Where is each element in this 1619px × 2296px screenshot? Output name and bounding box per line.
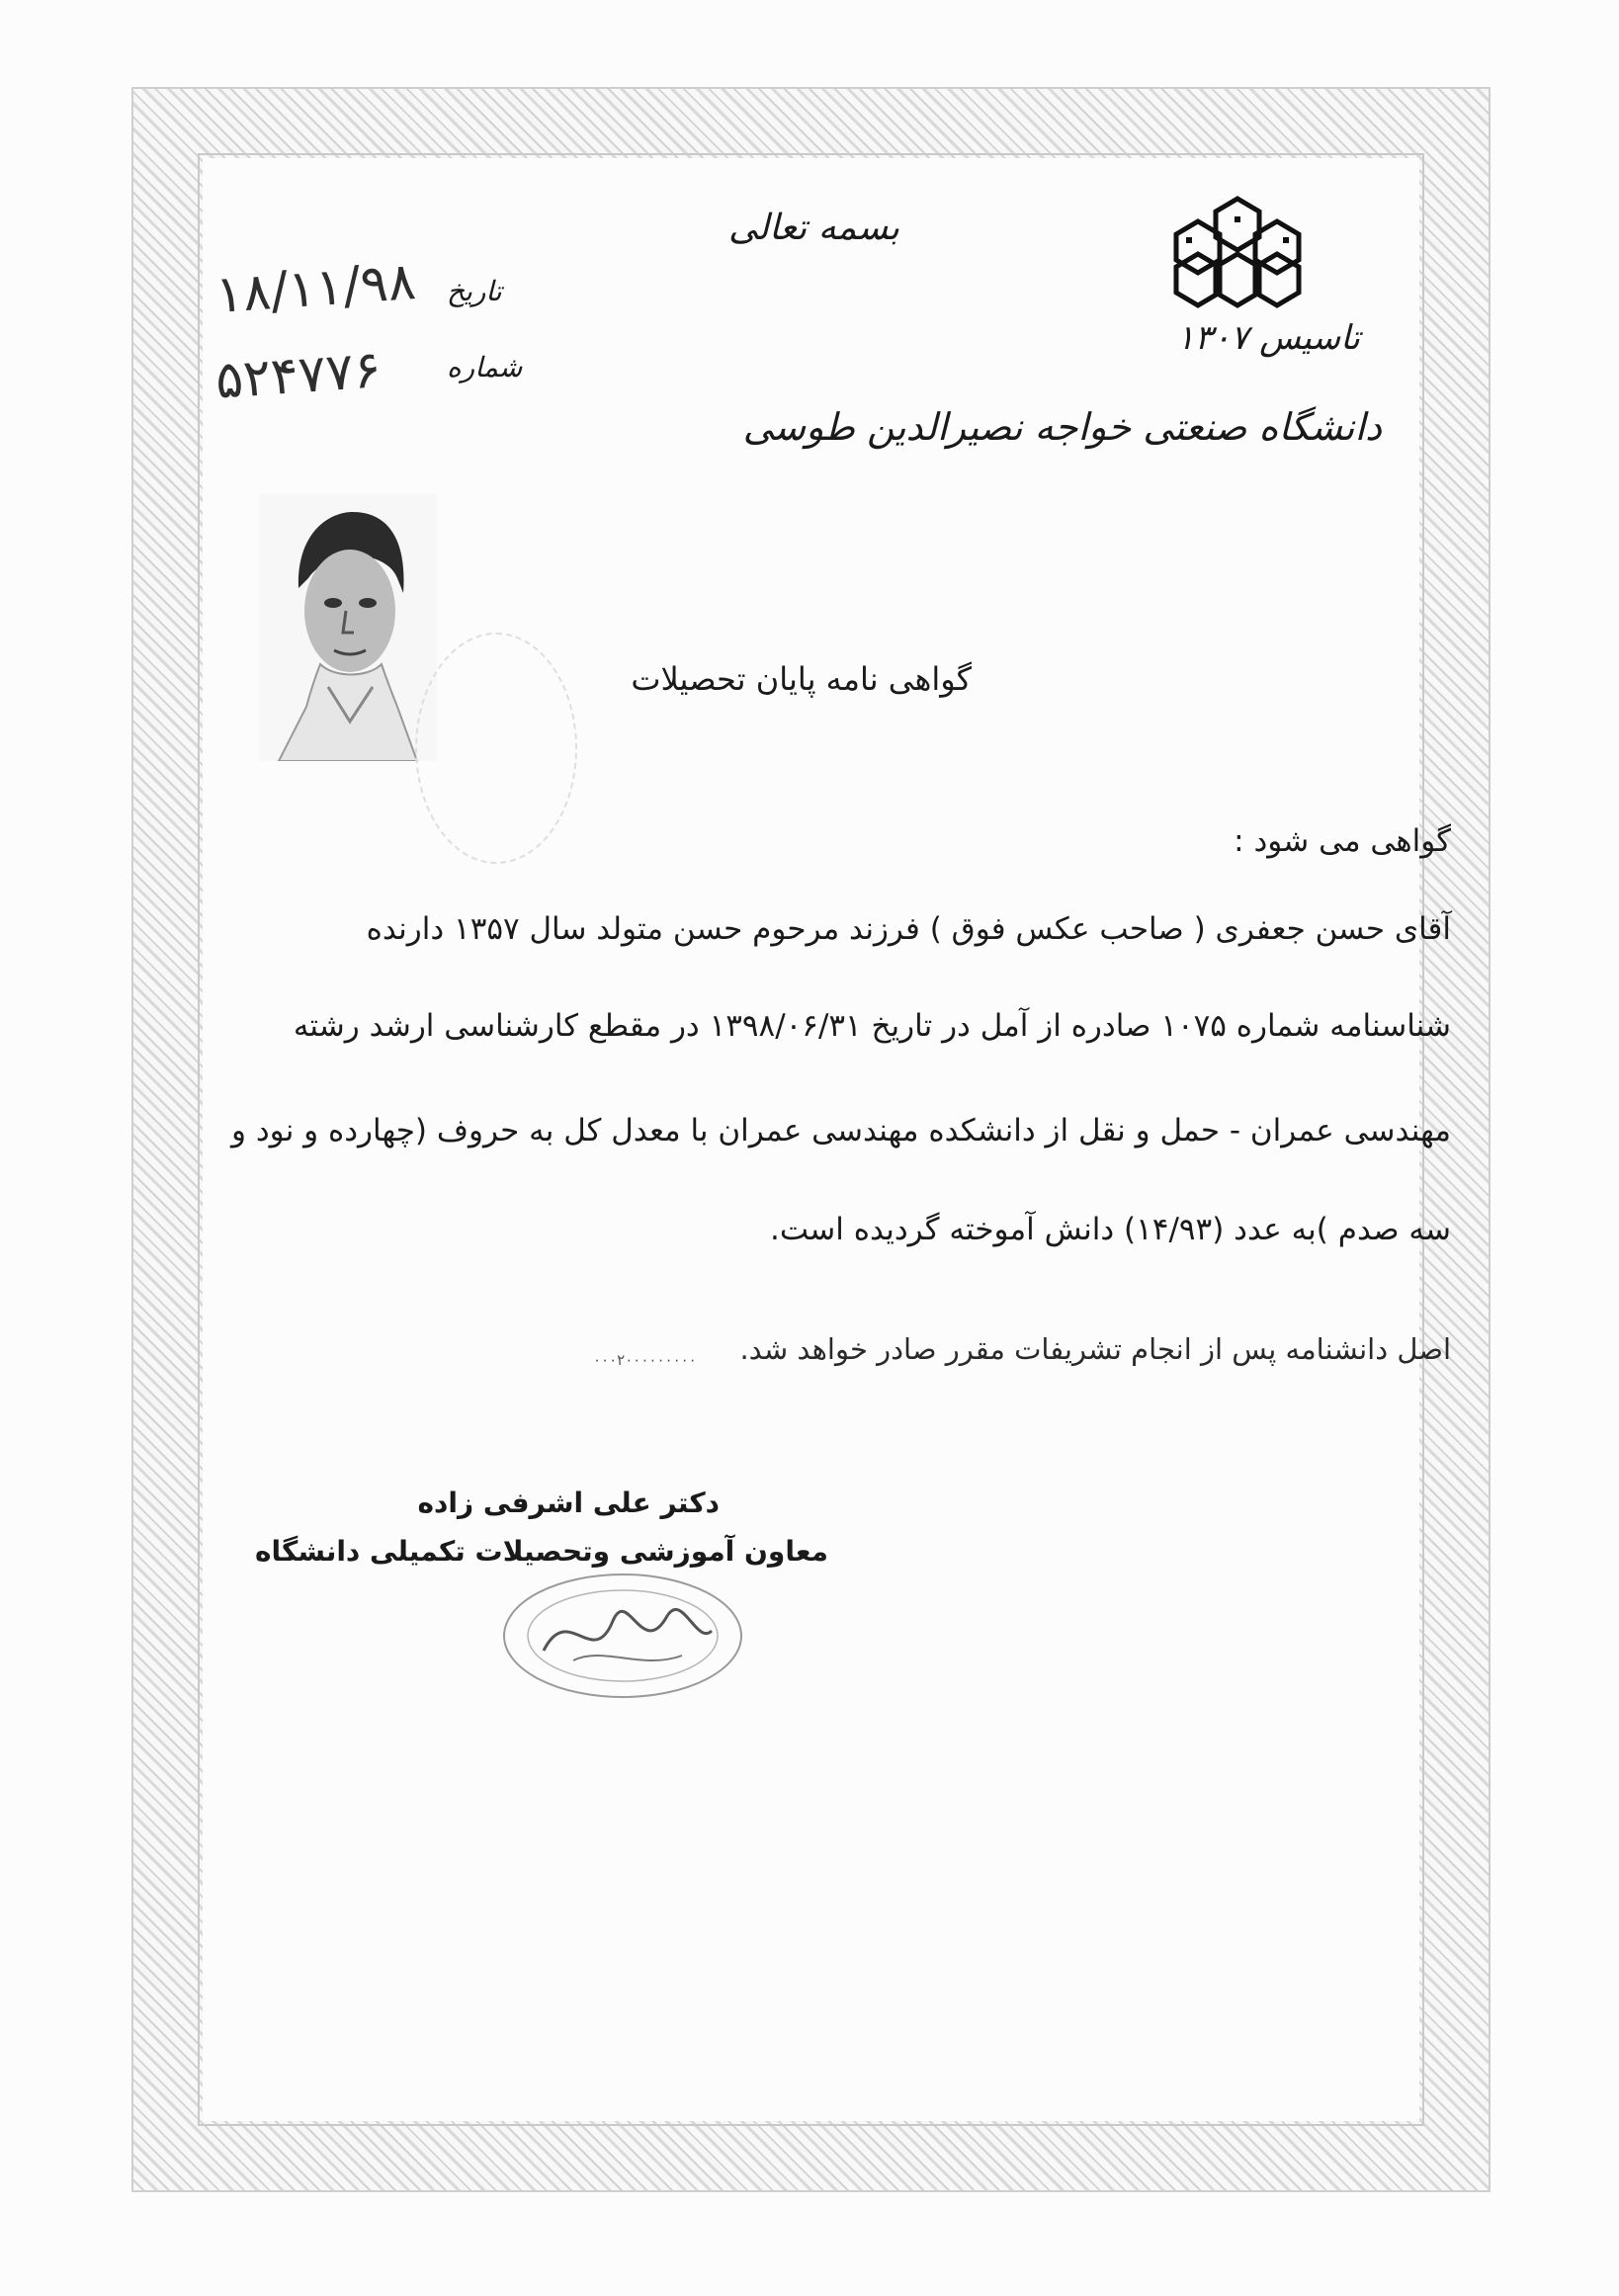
- signature-stamp: [474, 1562, 771, 1710]
- body-line: سه صدم )به عدد (۱۴/۹۳) دانش آموخته گردیده است.: [770, 1212, 1451, 1247]
- diploma-note: اصل دانشنامه پس از انجام تشریفات مقرر صادر خواهد شد.: [739, 1332, 1451, 1366]
- portrait-photo: [259, 494, 437, 761]
- number-value: ۵۲۴۷۷۶: [213, 340, 383, 411]
- university-lattice-logo-icon: [1168, 195, 1307, 313]
- photo-stamp-impression: [415, 633, 577, 864]
- signer-name: دکتر علی اشرفی زاده: [417, 1487, 720, 1519]
- body-line: مهندسی عمران - حمل و نقل از دانشکده مهندسی عمران با معدل کل به حروف (چهارده و نود و: [231, 1113, 1451, 1148]
- note-code: ۰۰۰۲۰۰۰۰۰۰۰۰۰: [593, 1351, 697, 1369]
- founded-year: تاسیس ۱۳۰۷: [1176, 318, 1360, 358]
- date-label: تاریخ: [447, 275, 502, 307]
- certificate-title: گواهی نامه پایان تحصیلات: [631, 660, 972, 698]
- number-label: شماره: [447, 351, 523, 383]
- body-line: آقای حسن جعفری ( صاحب عکس فوق ) فرزند مرحوم حسن متولد سال ۱۳۵۷ دارنده: [366, 911, 1451, 947]
- university-name: دانشگاه صنعتی خواجه نصیرالدین طوسی: [742, 405, 1382, 449]
- signer-title: معاون آموزشی وتحصیلات تکمیلی دانشگاه: [255, 1535, 828, 1568]
- basmala-heading: بسمه تعالی: [727, 208, 899, 248]
- body-line: شناسنامه شماره ۱۰۷۵ صادره از آمل در تاریخ ۱۳۹۸/۰۶/۳۱ در مقطع کارشناسی ارشد رشته: [293, 1008, 1451, 1044]
- date-value: ۱۸/۱۱/۹۸: [213, 252, 418, 325]
- body-intro: گواهی می شود :: [1234, 823, 1451, 859]
